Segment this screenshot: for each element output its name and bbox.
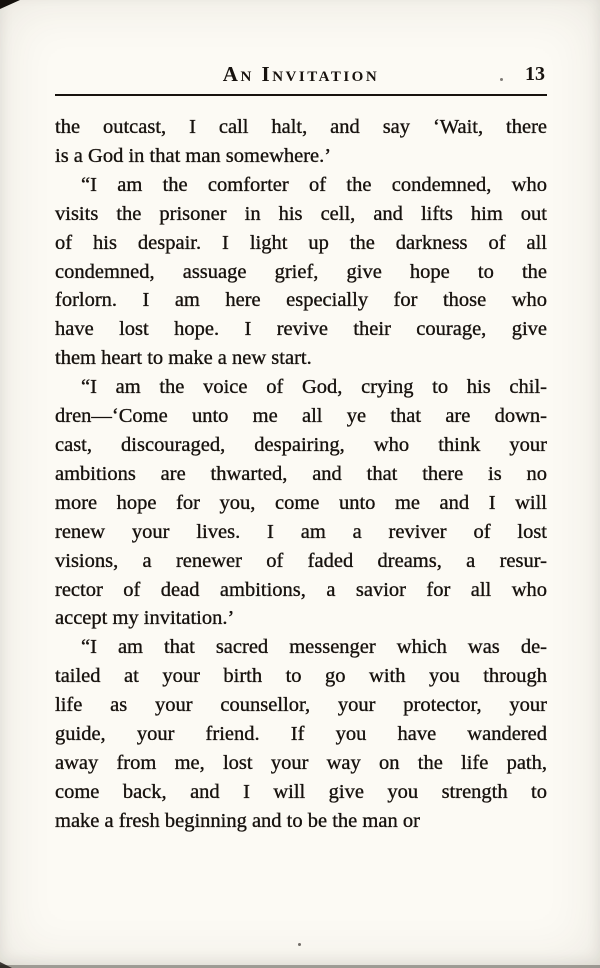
text-line: accept my invitation.’ bbox=[55, 607, 235, 630]
text-line: renew your lives. I am a reviver of lost bbox=[55, 520, 547, 543]
paragraph bbox=[55, 373, 547, 633]
text-line: is a God in that man somewhere.’ bbox=[55, 144, 332, 167]
text-line: “I am that sacred messenger which was de- bbox=[81, 636, 547, 659]
text-line: visits the prisoner in his cell, and lifts him out bbox=[55, 202, 547, 225]
text-line: away from me, lost your way on the life path, bbox=[55, 751, 547, 774]
scan-corner-artifact bbox=[0, 0, 20, 9]
text-line: condemned, assuage grief, give hope to the bbox=[55, 260, 547, 283]
text-line: more hope for you, come unto me and I will bbox=[55, 491, 547, 514]
running-title: An Invitation bbox=[222, 62, 380, 86]
header-rule bbox=[55, 94, 547, 96]
page-content bbox=[55, 0, 547, 836]
text-line: of his despair. I light up the darkness of all bbox=[55, 231, 547, 254]
paragraph bbox=[55, 171, 547, 373]
text-line: “I am the comforter of the condemned, who bbox=[81, 173, 547, 196]
text-line: rector of dead ambitions, a savior for all who bbox=[55, 578, 547, 601]
printers-mark-dot bbox=[298, 943, 301, 946]
text-line: “I am the voice of God, crying to his chil- bbox=[81, 376, 547, 399]
text-line: make a fresh beginning and to be the man or bbox=[55, 809, 420, 832]
text-line: guide, your friend. If you have wandered bbox=[55, 723, 547, 746]
text-line: visions, a renewer of faded dreams, a resur- bbox=[55, 549, 547, 572]
text-line: life as your counsellor, your protector, your bbox=[55, 694, 547, 717]
page-body bbox=[55, 113, 547, 836]
text-line: forlorn. I am here especially for those who bbox=[55, 289, 547, 312]
text-line: tailed at your birth to go with you through bbox=[55, 665, 547, 688]
running-header bbox=[55, 60, 547, 88]
text-line: dren—‘Come unto me all ye that are down- bbox=[55, 405, 547, 428]
text-line: have lost hope. I revive their courage, give bbox=[55, 318, 547, 341]
text-line: the outcast, I call halt, and say ‘Wait, there bbox=[55, 116, 547, 138]
text-line: cast, discouraged, despairing, who think your bbox=[55, 433, 547, 456]
paragraph bbox=[55, 633, 547, 835]
text-line: them heart to make a new start. bbox=[55, 347, 312, 370]
scan-dot-artifact bbox=[500, 78, 503, 81]
text-line: ambitions are thwarted, and that there is no bbox=[55, 462, 547, 485]
paragraph bbox=[55, 113, 547, 171]
page-number: 13 bbox=[525, 63, 545, 85]
text-line: come back, and I will give you strength to bbox=[55, 780, 547, 803]
